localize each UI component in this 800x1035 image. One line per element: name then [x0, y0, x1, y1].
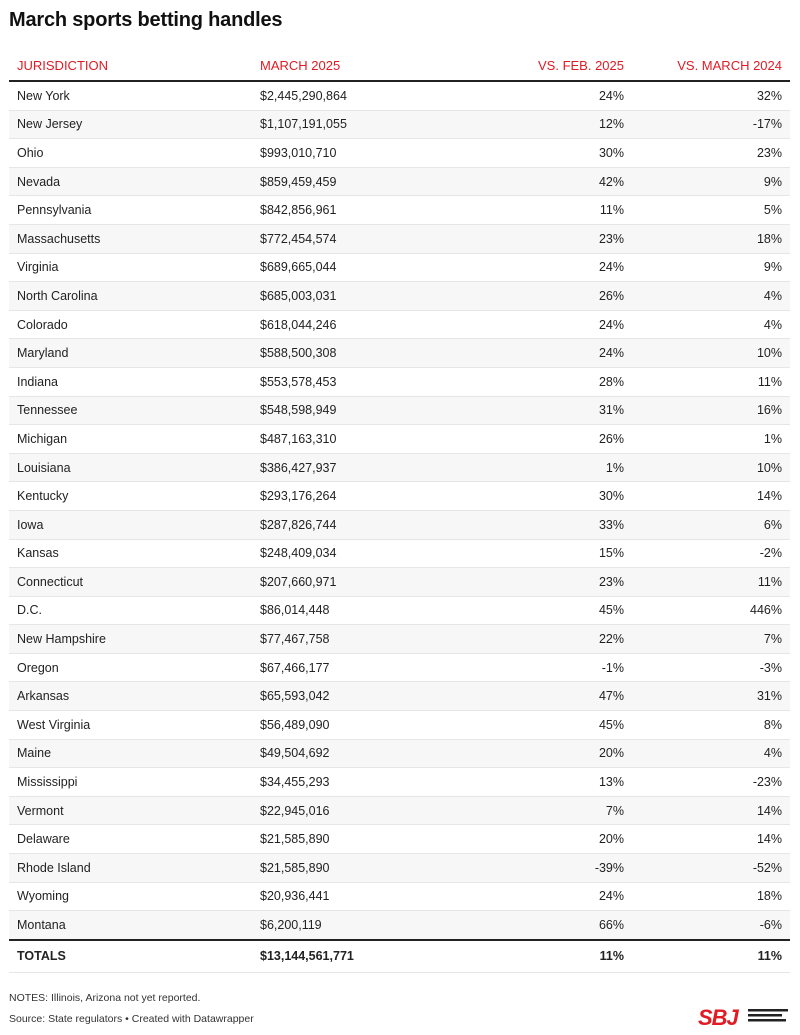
cell-jurisdiction: Indiana	[9, 367, 252, 396]
cell-vs-feb-2025: 7%	[442, 796, 632, 825]
table-row	[9, 482, 790, 511]
cell-vs-march-2024: 1%	[632, 425, 790, 454]
cell-vs-march-2024: 18%	[632, 224, 790, 253]
cell-jurisdiction: Nevada	[9, 167, 252, 196]
cell-vs-feb-2025: 24%	[442, 81, 632, 110]
svg-text:SBJ: SBJ	[698, 1005, 738, 1029]
cell-jurisdiction: Tennessee	[9, 396, 252, 425]
cell-march-2025-handle: $588,500,308	[252, 339, 442, 368]
cell-vs-feb-2025: 45%	[442, 711, 632, 740]
cell-vs-feb-2025: 26%	[442, 425, 632, 454]
cell-vs-march-2024: 11%	[632, 367, 790, 396]
cell-jurisdiction: Kentucky	[9, 482, 252, 511]
table-row	[9, 81, 790, 110]
cell-vs-feb-2025: 20%	[442, 825, 632, 854]
totals-handle: $13,144,561,771	[252, 940, 442, 973]
cell-march-2025-handle: $842,856,961	[252, 196, 442, 225]
table-row	[9, 425, 790, 454]
cell-march-2025-handle: $2,445,290,864	[252, 81, 442, 110]
cell-vs-feb-2025: 33%	[442, 510, 632, 539]
table-row	[9, 739, 790, 768]
cell-jurisdiction: Montana	[9, 911, 252, 940]
cell-jurisdiction: Pennsylvania	[9, 196, 252, 225]
cell-vs-march-2024: -17%	[632, 110, 790, 139]
cell-vs-feb-2025: 22%	[442, 625, 632, 654]
cell-march-2025-handle: $34,455,293	[252, 768, 442, 797]
cell-jurisdiction: Virginia	[9, 253, 252, 282]
cell-vs-march-2024: 14%	[632, 825, 790, 854]
column-header-march-2025[interactable]: MARCH 2025	[252, 50, 442, 81]
table-row	[9, 625, 790, 654]
cell-march-2025-handle: $207,660,971	[252, 568, 442, 597]
cell-jurisdiction: Louisiana	[9, 453, 252, 482]
cell-vs-march-2024: 4%	[632, 310, 790, 339]
chart-title: March sports betting handles	[9, 9, 283, 31]
cell-vs-feb-2025: 45%	[442, 596, 632, 625]
cell-vs-march-2024: -2%	[632, 539, 790, 568]
cell-jurisdiction: Michigan	[9, 425, 252, 454]
table-row	[9, 796, 790, 825]
cell-vs-march-2024: -6%	[632, 911, 790, 940]
cell-jurisdiction: Maine	[9, 739, 252, 768]
cell-jurisdiction: D.C.	[9, 596, 252, 625]
cell-jurisdiction: New York	[9, 81, 252, 110]
cell-vs-march-2024: 31%	[632, 682, 790, 711]
cell-vs-march-2024: 10%	[632, 453, 790, 482]
cell-vs-feb-2025: 13%	[442, 768, 632, 797]
table-body	[9, 81, 790, 940]
table-row	[9, 539, 790, 568]
table-row	[9, 139, 790, 168]
notes-text: NOTES: Illinois, Arizona not yet reported.	[9, 992, 201, 1004]
cell-vs-feb-2025: 30%	[442, 139, 632, 168]
cell-vs-feb-2025: 15%	[442, 539, 632, 568]
cell-vs-march-2024: 8%	[632, 711, 790, 740]
cell-march-2025-handle: $689,665,044	[252, 253, 442, 282]
cell-jurisdiction: Maryland	[9, 339, 252, 368]
cell-march-2025-handle: $1,107,191,055	[252, 110, 442, 139]
cell-march-2025-handle: $993,010,710	[252, 139, 442, 168]
column-header-jurisdiction[interactable]: JURISDICTION	[9, 50, 252, 81]
cell-vs-march-2024: -23%	[632, 768, 790, 797]
cell-vs-feb-2025: 1%	[442, 453, 632, 482]
cell-vs-march-2024: 4%	[632, 739, 790, 768]
cell-march-2025-handle: $287,826,744	[252, 510, 442, 539]
cell-vs-feb-2025: 42%	[442, 167, 632, 196]
table-row	[9, 196, 790, 225]
sbj-logo	[698, 1005, 792, 1029]
cell-vs-march-2024: 9%	[632, 167, 790, 196]
cell-vs-march-2024: -52%	[632, 854, 790, 883]
cell-march-2025-handle: $67,466,177	[252, 653, 442, 682]
cell-jurisdiction: North Carolina	[9, 282, 252, 311]
cell-vs-feb-2025: 66%	[442, 911, 632, 940]
cell-vs-march-2024: 18%	[632, 882, 790, 911]
cell-jurisdiction: Vermont	[9, 796, 252, 825]
cell-jurisdiction: Kansas	[9, 539, 252, 568]
cell-vs-march-2024: 4%	[632, 282, 790, 311]
table-row	[9, 854, 790, 883]
cell-jurisdiction: Arkansas	[9, 682, 252, 711]
cell-vs-march-2024: 6%	[632, 510, 790, 539]
cell-march-2025-handle: $21,585,890	[252, 854, 442, 883]
cell-vs-feb-2025: 28%	[442, 367, 632, 396]
cell-jurisdiction: Iowa	[9, 510, 252, 539]
cell-vs-feb-2025: 24%	[442, 253, 632, 282]
cell-jurisdiction: Rhode Island	[9, 854, 252, 883]
cell-march-2025-handle: $685,003,031	[252, 282, 442, 311]
cell-jurisdiction: New Hampshire	[9, 625, 252, 654]
cell-jurisdiction: New Jersey	[9, 110, 252, 139]
cell-march-2025-handle: $487,163,310	[252, 425, 442, 454]
cell-march-2025-handle: $56,489,090	[252, 711, 442, 740]
cell-vs-feb-2025: -1%	[442, 653, 632, 682]
cell-march-2025-handle: $77,467,758	[252, 625, 442, 654]
cell-jurisdiction: Ohio	[9, 139, 252, 168]
cell-vs-march-2024: 14%	[632, 796, 790, 825]
cell-vs-march-2024: 10%	[632, 339, 790, 368]
cell-march-2025-handle: $21,585,890	[252, 825, 442, 854]
cell-jurisdiction: Mississippi	[9, 768, 252, 797]
table-row	[9, 224, 790, 253]
table-row	[9, 510, 790, 539]
cell-vs-feb-2025: 31%	[442, 396, 632, 425]
cell-vs-feb-2025: 23%	[442, 568, 632, 597]
cell-jurisdiction: Oregon	[9, 653, 252, 682]
table-row	[9, 253, 790, 282]
source-text: Source: State regulators • Created with Datawrapper	[9, 1013, 254, 1025]
cell-march-2025-handle: $22,945,016	[252, 796, 442, 825]
table-row	[9, 596, 790, 625]
cell-vs-feb-2025: 20%	[442, 739, 632, 768]
cell-march-2025-handle: $548,598,949	[252, 396, 442, 425]
cell-march-2025-handle: $248,409,034	[252, 539, 442, 568]
cell-vs-feb-2025: 26%	[442, 282, 632, 311]
cell-march-2025-handle: $86,014,448	[252, 596, 442, 625]
cell-vs-march-2024: 446%	[632, 596, 790, 625]
table-row	[9, 882, 790, 911]
cell-vs-feb-2025: 24%	[442, 310, 632, 339]
cell-vs-feb-2025: 23%	[442, 224, 632, 253]
table-row	[9, 825, 790, 854]
column-header-vs-march-2024[interactable]: VS. MARCH 2024	[632, 50, 790, 81]
table-row	[9, 367, 790, 396]
cell-jurisdiction: Wyoming	[9, 882, 252, 911]
cell-vs-feb-2025: -39%	[442, 854, 632, 883]
cell-march-2025-handle: $553,578,453	[252, 367, 442, 396]
table-row	[9, 653, 790, 682]
betting-handles-table	[9, 50, 790, 973]
cell-jurisdiction: Colorado	[9, 310, 252, 339]
cell-march-2025-handle: $49,504,692	[252, 739, 442, 768]
table-row	[9, 282, 790, 311]
totals-vs-feb: 11%	[442, 940, 632, 973]
cell-march-2025-handle: $859,459,459	[252, 167, 442, 196]
table-row	[9, 167, 790, 196]
table-row	[9, 768, 790, 797]
cell-march-2025-handle: $386,427,937	[252, 453, 442, 482]
table-row	[9, 396, 790, 425]
totals-row	[9, 940, 790, 973]
cell-vs-march-2024: 32%	[632, 81, 790, 110]
cell-vs-march-2024: 7%	[632, 625, 790, 654]
cell-vs-march-2024: 16%	[632, 396, 790, 425]
table-row	[9, 711, 790, 740]
cell-vs-feb-2025: 24%	[442, 339, 632, 368]
cell-vs-feb-2025: 47%	[442, 682, 632, 711]
cell-march-2025-handle: $772,454,574	[252, 224, 442, 253]
cell-vs-feb-2025: 24%	[442, 882, 632, 911]
table-row	[9, 310, 790, 339]
totals-vs-march: 11%	[632, 940, 790, 973]
totals-label: TOTALS	[9, 940, 252, 973]
cell-vs-march-2024: 9%	[632, 253, 790, 282]
cell-march-2025-handle: $6,200,119	[252, 911, 442, 940]
header-row	[9, 50, 790, 81]
cell-march-2025-handle: $293,176,264	[252, 482, 442, 511]
table-row	[9, 453, 790, 482]
table-row	[9, 568, 790, 597]
table-row	[9, 339, 790, 368]
cell-vs-feb-2025: 11%	[442, 196, 632, 225]
table-row	[9, 110, 790, 139]
cell-vs-march-2024: -3%	[632, 653, 790, 682]
cell-jurisdiction: Massachusetts	[9, 224, 252, 253]
cell-vs-feb-2025: 12%	[442, 110, 632, 139]
cell-jurisdiction: Delaware	[9, 825, 252, 854]
cell-jurisdiction: Connecticut	[9, 568, 252, 597]
cell-march-2025-handle: $618,044,246	[252, 310, 442, 339]
table-row	[9, 682, 790, 711]
cell-march-2025-handle: $65,593,042	[252, 682, 442, 711]
table-row	[9, 911, 790, 940]
cell-jurisdiction: West Virginia	[9, 711, 252, 740]
cell-vs-march-2024: 5%	[632, 196, 790, 225]
cell-vs-feb-2025: 30%	[442, 482, 632, 511]
column-header-vs-feb-2025[interactable]: VS. FEB. 2025	[442, 50, 632, 81]
cell-march-2025-handle: $20,936,441	[252, 882, 442, 911]
cell-vs-march-2024: 11%	[632, 568, 790, 597]
cell-vs-march-2024: 23%	[632, 139, 790, 168]
cell-vs-march-2024: 14%	[632, 482, 790, 511]
